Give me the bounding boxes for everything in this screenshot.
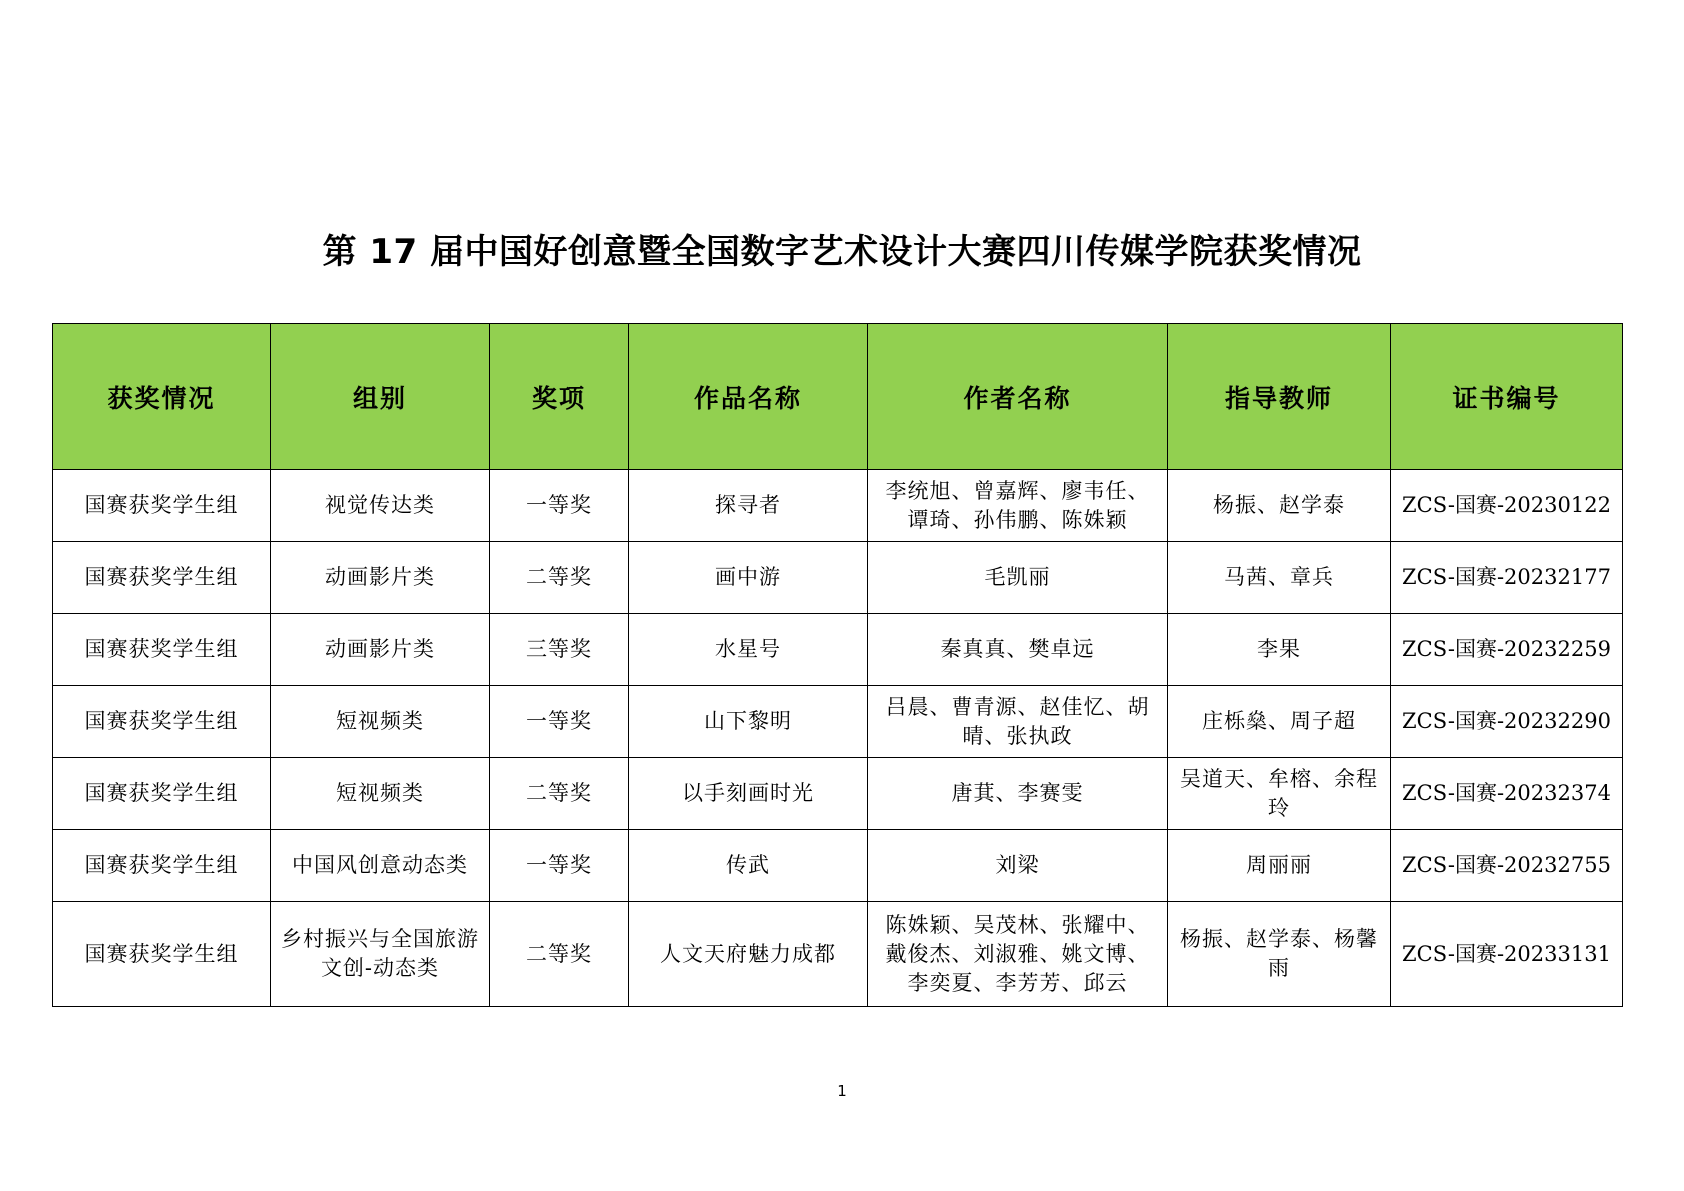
awards-table xyxy=(52,323,1623,1007)
table-row xyxy=(53,614,1623,686)
table-row xyxy=(53,542,1623,614)
page-number: 1 xyxy=(837,1082,847,1100)
cell-advisors: 吴道天、牟榕、余程玲 xyxy=(1168,758,1391,830)
table-row xyxy=(53,902,1623,1007)
cell-certificate-no: ZCS-国赛-20232374 xyxy=(1391,758,1623,830)
cell-prize: 一等奖 xyxy=(490,830,629,902)
header-advisors: 指导教师 xyxy=(1168,324,1391,470)
cell-advisors: 杨振、赵学泰 xyxy=(1168,470,1391,542)
cell-certificate-no: ZCS-国赛-20232290 xyxy=(1391,686,1623,758)
cell-group: 动画影片类 xyxy=(271,614,490,686)
table-row xyxy=(53,830,1623,902)
cell-certificate-no: ZCS-国赛-20233131 xyxy=(1391,902,1623,1007)
cell-certificate-no: ZCS-国赛-20232755 xyxy=(1391,830,1623,902)
cell-award-status: 国赛获奖学生组 xyxy=(53,614,271,686)
cell-award-status: 国赛获奖学生组 xyxy=(53,686,271,758)
cell-authors: 唐萁、李赛雯 xyxy=(868,758,1168,830)
cell-certificate-no: ZCS-国赛-20232177 xyxy=(1391,542,1623,614)
cell-prize: 二等奖 xyxy=(490,542,629,614)
table-row xyxy=(53,470,1623,542)
cell-authors: 李统旭、曾嘉辉、廖韦任、谭琦、孙伟鹏、陈姝颖 xyxy=(868,470,1168,542)
cell-advisors: 周丽丽 xyxy=(1168,830,1391,902)
cell-prize: 二等奖 xyxy=(490,758,629,830)
cell-work-title: 传武 xyxy=(629,830,868,902)
cell-group: 视觉传达类 xyxy=(271,470,490,542)
table-header-row xyxy=(53,324,1623,470)
header-certificate-no: 证书编号 xyxy=(1391,324,1623,470)
cell-work-title: 探寻者 xyxy=(629,470,868,542)
cell-authors: 陈姝颖、吴茂林、张耀中、戴俊杰、刘淑雅、姚文博、李奕夏、李芳芳、邱云 xyxy=(868,902,1168,1007)
cell-work-title: 人文天府魅力成都 xyxy=(629,902,868,1007)
cell-work-title: 以手刻画时光 xyxy=(629,758,868,830)
header-authors: 作者名称 xyxy=(868,324,1168,470)
table-row xyxy=(53,686,1623,758)
cell-group: 短视频类 xyxy=(271,686,490,758)
cell-award-status: 国赛获奖学生组 xyxy=(53,902,271,1007)
cell-prize: 一等奖 xyxy=(490,470,629,542)
cell-work-title: 山下黎明 xyxy=(629,686,868,758)
cell-work-title: 画中游 xyxy=(629,542,868,614)
cell-advisors: 杨振、赵学泰、杨馨雨 xyxy=(1168,902,1391,1007)
cell-prize: 一等奖 xyxy=(490,686,629,758)
cell-award-status: 国赛获奖学生组 xyxy=(53,758,271,830)
table-row xyxy=(53,758,1623,830)
header-award-status: 获奖情况 xyxy=(53,324,271,470)
cell-award-status: 国赛获奖学生组 xyxy=(53,542,271,614)
cell-advisors: 庄栎燊、周子超 xyxy=(1168,686,1391,758)
cell-group: 动画影片类 xyxy=(271,542,490,614)
cell-award-status: 国赛获奖学生组 xyxy=(53,470,271,542)
cell-group: 中国风创意动态类 xyxy=(271,830,490,902)
cell-authors: 秦真真、樊卓远 xyxy=(868,614,1168,686)
cell-group: 短视频类 xyxy=(271,758,490,830)
cell-group: 乡村振兴与全国旅游文创-动态类 xyxy=(271,902,490,1007)
header-prize: 奖项 xyxy=(490,324,629,470)
header-group: 组别 xyxy=(271,324,490,470)
cell-authors: 吕晨、曹青源、赵佳忆、胡晴、张执政 xyxy=(868,686,1168,758)
cell-prize: 三等奖 xyxy=(490,614,629,686)
cell-authors: 毛凯丽 xyxy=(868,542,1168,614)
cell-advisors: 李果 xyxy=(1168,614,1391,686)
cell-certificate-no: ZCS-国赛-20230122 xyxy=(1391,470,1623,542)
cell-prize: 二等奖 xyxy=(490,902,629,1007)
cell-award-status: 国赛获奖学生组 xyxy=(53,830,271,902)
cell-authors: 刘梁 xyxy=(868,830,1168,902)
cell-work-title: 水星号 xyxy=(629,614,868,686)
page-title: 第 17 届中国好创意暨全国数字艺术设计大赛四川传媒学院获奖情况 xyxy=(322,232,1362,272)
cell-certificate-no: ZCS-国赛-20232259 xyxy=(1391,614,1623,686)
header-work-title: 作品名称 xyxy=(629,324,868,470)
cell-advisors: 马茜、章兵 xyxy=(1168,542,1391,614)
